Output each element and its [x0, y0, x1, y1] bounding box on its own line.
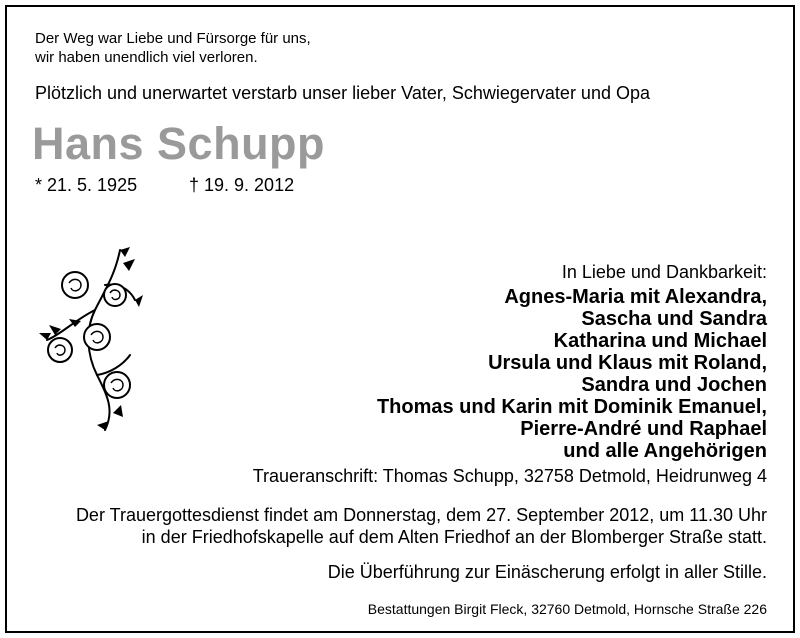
mourner-line: Ursula und Klaus mit Roland, [488, 352, 767, 374]
mourner-line: Agnes-Maria mit Alexandra, [504, 286, 767, 308]
motto-line-2: wir haben unendlich viel verloren. [35, 49, 258, 66]
thanks-line: In Liebe und Dankbarkeit: [561, 262, 767, 282]
mourner-line: Pierre-André und Raphael [520, 418, 767, 440]
service-line-1: Der Trauergottesdienst findet am Donnerstag, dem 27. September 2012, um 11.30 Uhr [75, 505, 767, 525]
service-line-2: in der Friedhofskapelle auf dem Alten Friedhof an der Blomberger Straße statt. [141, 527, 767, 547]
rose-branch-icon [35, 245, 145, 435]
mourning-address: Traueranschrift: Thomas Schupp, 32758 Detmold, Heidrunweg 4 [252, 466, 767, 486]
motto-line-1: Der Weg war Liebe und Fürsorge für uns, [35, 30, 311, 47]
birth-date: * 21. 5. 1925 [35, 175, 138, 195]
motto [35, 29, 311, 67]
mourner-line: und alle Angehörigen [563, 440, 767, 462]
mourner-line: Thomas und Karin mit Dominik Emanuel, [376, 396, 767, 418]
intro-text: Plötzlich und unerwartet verstarb unser lieber Vater, Schwiegervater und Opa [35, 83, 650, 103]
mourner-line: Sascha und Sandra [581, 308, 767, 330]
deceased-name: Hans Schupp [32, 118, 326, 169]
undertaker-info: Bestattungen Birgit Fleck, 32760 Detmold, Hornsche Straße 226 [367, 601, 767, 617]
death-date: † 19. 9. 2012 [189, 175, 295, 195]
transfer-note: Die Überführung zur Einäscherung erfolgt in aller Stille. [327, 562, 767, 582]
obituary-frame [5, 5, 795, 633]
service-info [76, 504, 767, 548]
mourners-list [377, 286, 767, 462]
mourner-line: Sandra und Jochen [581, 374, 767, 396]
mourner-line: Katharina und Michael [553, 330, 767, 352]
